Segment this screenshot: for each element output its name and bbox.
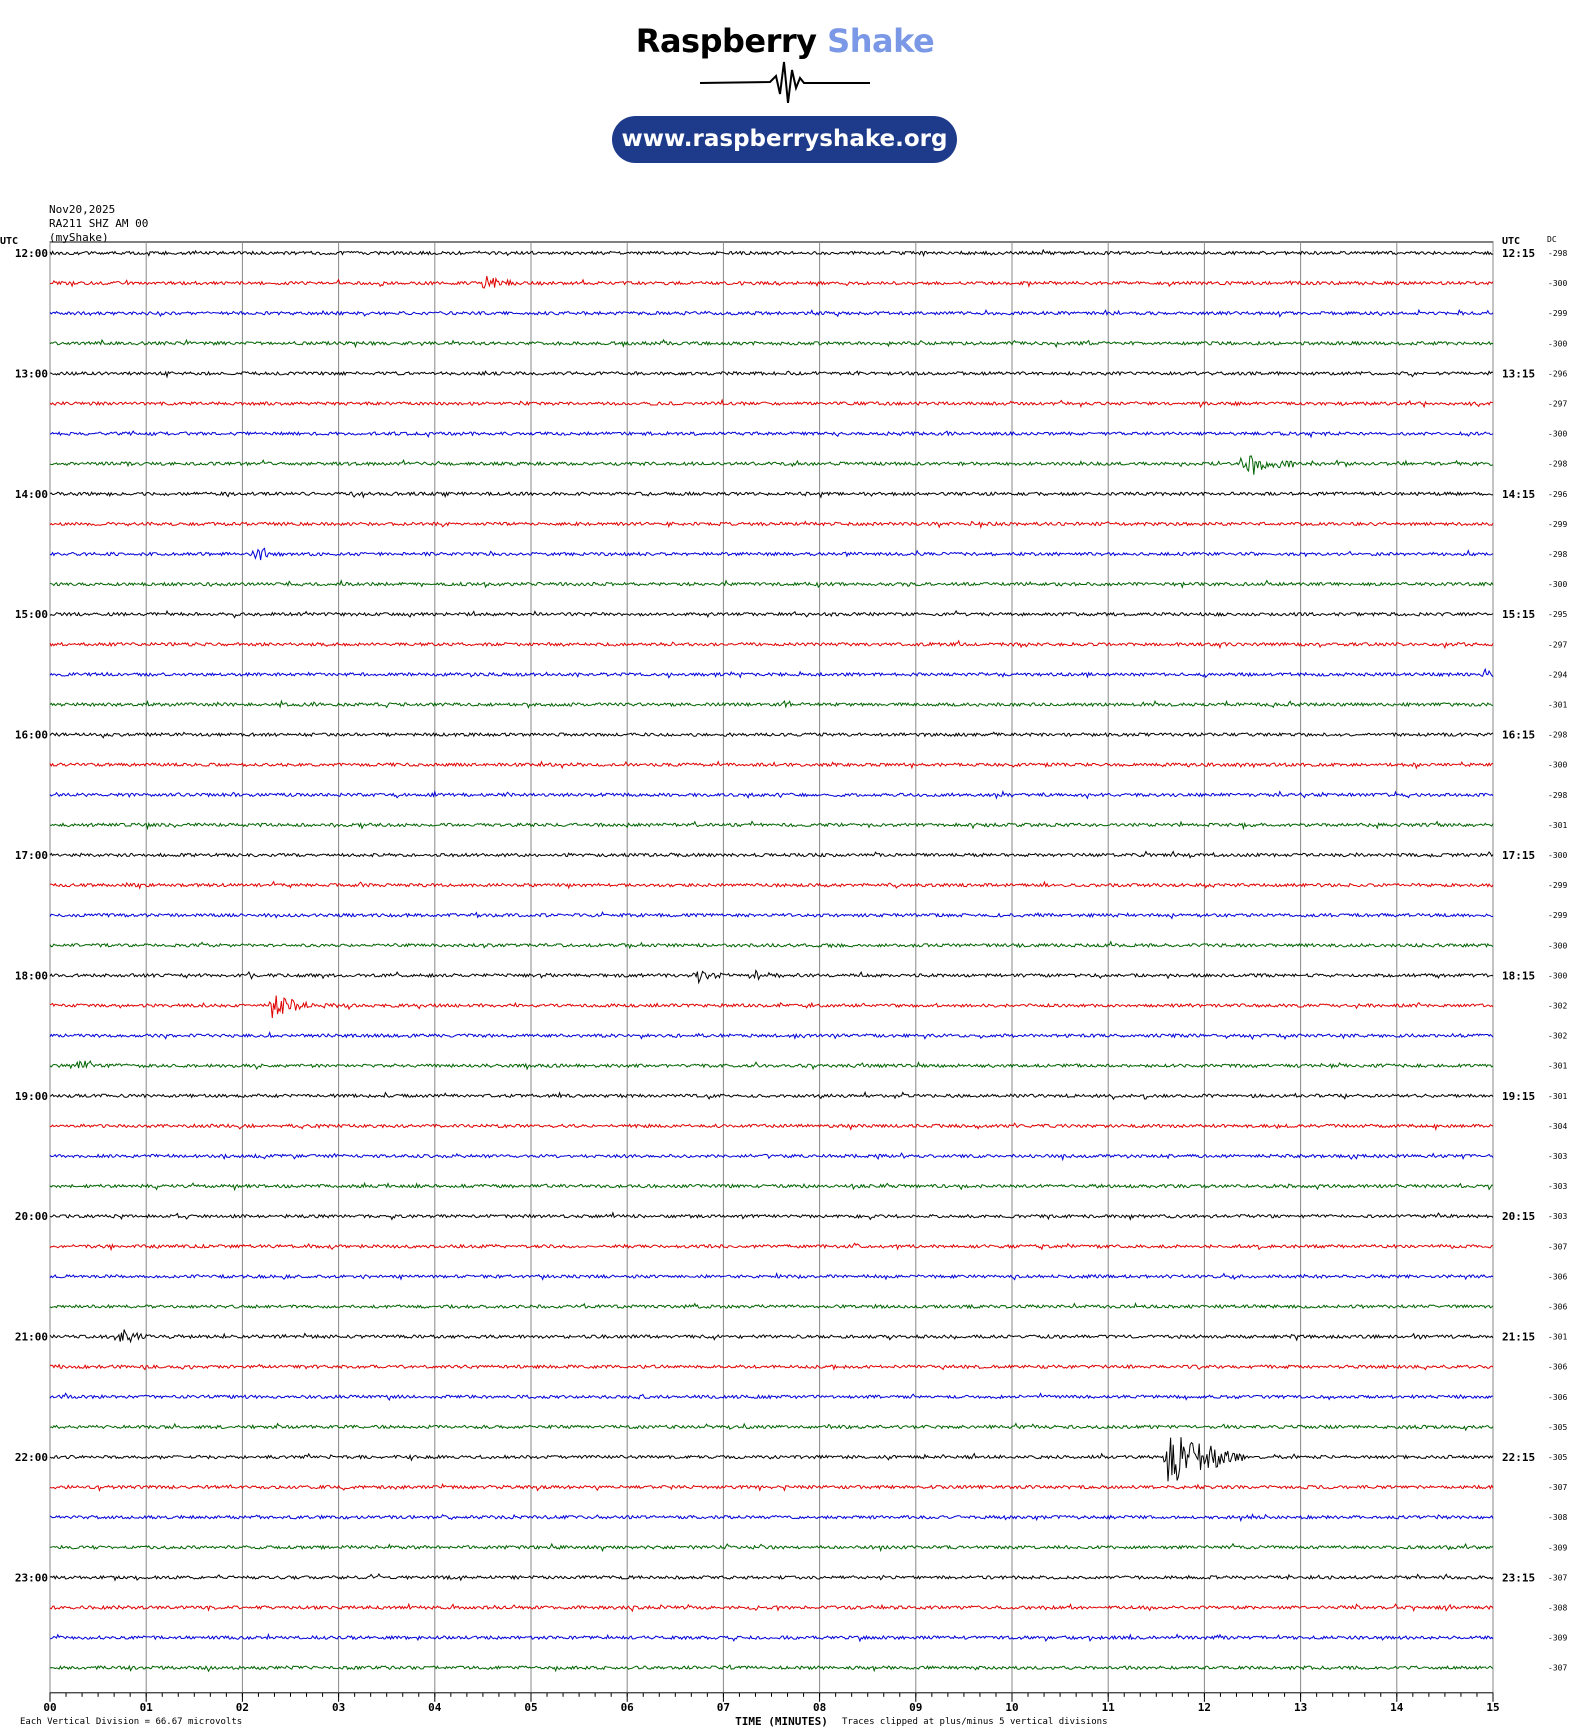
dc-offset-label: -299 <box>1548 309 1568 319</box>
dc-offset-label: -298 <box>1548 730 1568 740</box>
x-tick-label: 02 <box>235 1700 250 1714</box>
trace-row-6 <box>50 431 1493 437</box>
hour-label-left: 22:00 <box>14 1451 48 1464</box>
dc-offset-label: -301 <box>1548 1061 1568 1071</box>
x-tick-label: 07 <box>716 1700 731 1714</box>
clip-note: Traces clipped at plus/minus 5 vertical divisions <box>842 1717 1108 1727</box>
dc-offset-label: -307 <box>1548 1573 1568 1583</box>
trace-row-24 <box>50 971 1493 983</box>
dc-offset-label: -308 <box>1548 1513 1568 1523</box>
dc-offset-label: -295 <box>1548 610 1568 620</box>
trace-row-32 <box>50 1213 1493 1220</box>
hour-label-left: 20:00 <box>14 1210 48 1224</box>
hour-label-left: 15:00 <box>14 608 48 622</box>
trace-row-10 <box>50 548 1493 560</box>
dc-offset-label: -306 <box>1548 1392 1568 1402</box>
brand-part1: Raspberry <box>635 22 817 60</box>
trace-row-22 <box>50 912 1493 918</box>
dc-offset-label: -301 <box>1548 700 1568 710</box>
hour-label-right: 17:15 <box>1502 849 1536 862</box>
trace-row-17 <box>50 762 1493 768</box>
dc-offset-label: -309 <box>1548 1543 1568 1553</box>
hour-label-right: 19:15 <box>1502 1089 1536 1103</box>
dc-offset-label: -306 <box>1548 1362 1568 1372</box>
raspberry-shake-logo <box>0 0 1570 175</box>
dc-offset-label: -297 <box>1548 640 1568 650</box>
brand-title <box>0 22 1570 60</box>
dc-offset-label: -303 <box>1548 1182 1568 1192</box>
trace-row-28 <box>50 1092 1493 1099</box>
dc-offset-label: -303 <box>1548 1152 1568 1161</box>
trace-row-7 <box>50 456 1493 475</box>
dc-offset-label: -298 <box>1548 790 1568 800</box>
trace-row-41 <box>50 1484 1493 1490</box>
trace-row-16 <box>50 732 1493 738</box>
dc-offset-label: -300 <box>1548 580 1568 590</box>
trace-row-40 <box>50 1437 1493 1481</box>
trace-row-4 <box>50 371 1493 377</box>
trace-row-37 <box>50 1365 1493 1370</box>
trace-row-23 <box>50 942 1493 948</box>
dc-offset-label: -297 <box>1548 399 1568 409</box>
dc-offset-label: -299 <box>1548 881 1568 891</box>
division-note: Each Vertical Division = 66.67 microvolts <box>20 1717 243 1727</box>
hour-label-right: 18:15 <box>1502 969 1536 983</box>
x-tick-label: 01 <box>139 1700 153 1714</box>
trace-row-27 <box>50 1061 1493 1069</box>
x-tick-label: 08 <box>812 1700 827 1714</box>
x-tick-label: 12 <box>1197 1700 1212 1714</box>
dc-offset-label: -307 <box>1548 1483 1568 1493</box>
hour-label-right: 20:15 <box>1502 1210 1536 1224</box>
station-label: RA211 SHZ AM 00 <box>49 217 149 230</box>
hour-label-right: 22:15 <box>1502 1451 1536 1464</box>
trace-row-25 <box>50 996 1493 1019</box>
trace-row-36 <box>50 1330 1493 1342</box>
dc-offset-label: -296 <box>1548 489 1568 499</box>
x-tick-label: 03 <box>331 1700 346 1714</box>
trace-row-30 <box>50 1153 1493 1159</box>
dc-offset-label: -298 <box>1548 550 1568 559</box>
trace-row-9 <box>50 522 1493 528</box>
trace-row-2 <box>50 310 1493 317</box>
hour-label-left: 16:00 <box>14 728 48 742</box>
hour-label-right: 16:15 <box>1502 728 1536 742</box>
left-utc-label: UTC <box>0 236 19 247</box>
hour-label-left: 23:00 <box>14 1571 48 1585</box>
x-tick-label: 06 <box>620 1700 634 1714</box>
dc-offset-label: -300 <box>1548 851 1568 860</box>
dc-offset-label: -309 <box>1548 1633 1568 1643</box>
x-tick-label: 00 <box>43 1700 57 1714</box>
hour-label-right: 23:15 <box>1502 1571 1536 1585</box>
trace-row-29 <box>50 1123 1493 1129</box>
trace-row-15 <box>50 701 1493 707</box>
dc-offset-label: -301 <box>1548 820 1568 830</box>
trace-row-19 <box>50 821 1493 828</box>
dc-offset-label: -294 <box>1548 670 1568 680</box>
hour-label-left: 12:00 <box>14 247 48 260</box>
x-tick-label: 15 <box>1486 1700 1500 1714</box>
hour-label-left: 14:00 <box>14 487 48 501</box>
trace-row-43 <box>50 1544 1493 1551</box>
dc-offset-label: -306 <box>1548 1302 1568 1312</box>
x-axis-label: TIME (MINUTES) <box>735 1714 828 1728</box>
helicorder-plot <box>0 230 1570 1732</box>
trace-row-31 <box>50 1183 1493 1189</box>
dc-label: DC <box>1547 235 1557 244</box>
x-tick-label: 11 <box>1101 1700 1115 1714</box>
trace-row-8 <box>50 492 1493 497</box>
dc-offset-label: -300 <box>1548 760 1568 770</box>
trace-row-5 <box>50 400 1493 407</box>
trace-row-33 <box>50 1243 1493 1249</box>
x-tick-label: 05 <box>524 1700 538 1714</box>
hour-label-right: 12:15 <box>1502 247 1536 260</box>
dc-offset-label: -300 <box>1548 429 1568 439</box>
trace-row-18 <box>50 792 1493 799</box>
brand-part2: Shake <box>827 22 935 60</box>
trace-row-12 <box>50 611 1493 618</box>
date-label: Nov20,2025 <box>49 203 116 216</box>
dc-offset-label: -303 <box>1548 1212 1568 1222</box>
dc-offset-label: -298 <box>1548 459 1568 469</box>
dc-offset-label: -300 <box>1548 941 1568 951</box>
hour-label-left: 19:00 <box>14 1089 48 1103</box>
trace-row-11 <box>50 581 1493 588</box>
network-label: (myShake) <box>49 231 109 244</box>
hour-label-right: 13:15 <box>1502 367 1536 381</box>
trace-row-13 <box>50 641 1493 648</box>
hour-label-left: 13:00 <box>14 367 48 381</box>
hour-label-left: 17:00 <box>14 849 48 862</box>
trace-row-35 <box>50 1304 1493 1309</box>
x-tick-label: 09 <box>909 1700 923 1714</box>
hour-label-left: 21:00 <box>14 1330 48 1344</box>
trace-row-1 <box>50 276 1493 288</box>
dc-offset-label: -302 <box>1548 1001 1568 1011</box>
hour-label-right: 14:15 <box>1502 487 1536 501</box>
hour-label-right: 21:15 <box>1502 1330 1536 1344</box>
trace-row-14 <box>50 669 1493 677</box>
trace-row-38 <box>50 1393 1493 1400</box>
trace-row-44 <box>50 1574 1493 1580</box>
dc-offset-label: -301 <box>1548 1091 1568 1101</box>
dc-offset-label: -296 <box>1548 369 1568 379</box>
x-tick-label: 13 <box>1293 1700 1308 1714</box>
x-tick-label: 04 <box>428 1700 442 1714</box>
trace-row-42 <box>50 1515 1493 1521</box>
plot-frame <box>50 242 1493 1693</box>
trace-row-21 <box>50 882 1493 888</box>
dc-offset-label: -305 <box>1548 1453 1568 1462</box>
dc-offset-label: -301 <box>1548 1332 1568 1342</box>
trace-row-26 <box>50 1033 1493 1039</box>
trace-row-39 <box>50 1424 1493 1431</box>
website-link[interactable]: www.raspberryshake.org <box>612 116 957 163</box>
dc-offset-label: -307 <box>1548 1663 1568 1673</box>
trace-row-47 <box>50 1665 1493 1671</box>
dc-offset-label: -302 <box>1548 1031 1568 1041</box>
x-tick-label: 10 <box>1005 1700 1019 1714</box>
trace-row-3 <box>50 340 1493 347</box>
trace-row-45 <box>50 1604 1493 1611</box>
dc-offset-label: -299 <box>1548 911 1568 921</box>
dc-offset-label: -298 <box>1548 249 1568 258</box>
dc-offset-label: -300 <box>1548 339 1568 349</box>
right-utc-label: UTC <box>1502 236 1521 247</box>
trace-row-0 <box>50 250 1493 256</box>
dc-offset-label: -308 <box>1548 1603 1568 1613</box>
trace-row-34 <box>50 1274 1493 1280</box>
dc-offset-label: -304 <box>1548 1121 1568 1131</box>
dc-offset-label: -299 <box>1548 519 1568 529</box>
trace-row-20 <box>50 852 1493 858</box>
hour-label-right: 15:15 <box>1502 608 1536 622</box>
dc-offset-label: -307 <box>1548 1242 1568 1252</box>
dc-offset-label: -300 <box>1548 279 1568 289</box>
dc-offset-label: -305 <box>1548 1422 1568 1432</box>
trace-row-46 <box>50 1635 1493 1642</box>
x-tick-label: 14 <box>1390 1700 1404 1714</box>
dc-offset-label: -300 <box>1548 971 1568 981</box>
dc-offset-label: -306 <box>1548 1272 1568 1282</box>
seismograph-logo-icon <box>700 58 870 103</box>
hour-label-left: 18:00 <box>14 969 48 983</box>
